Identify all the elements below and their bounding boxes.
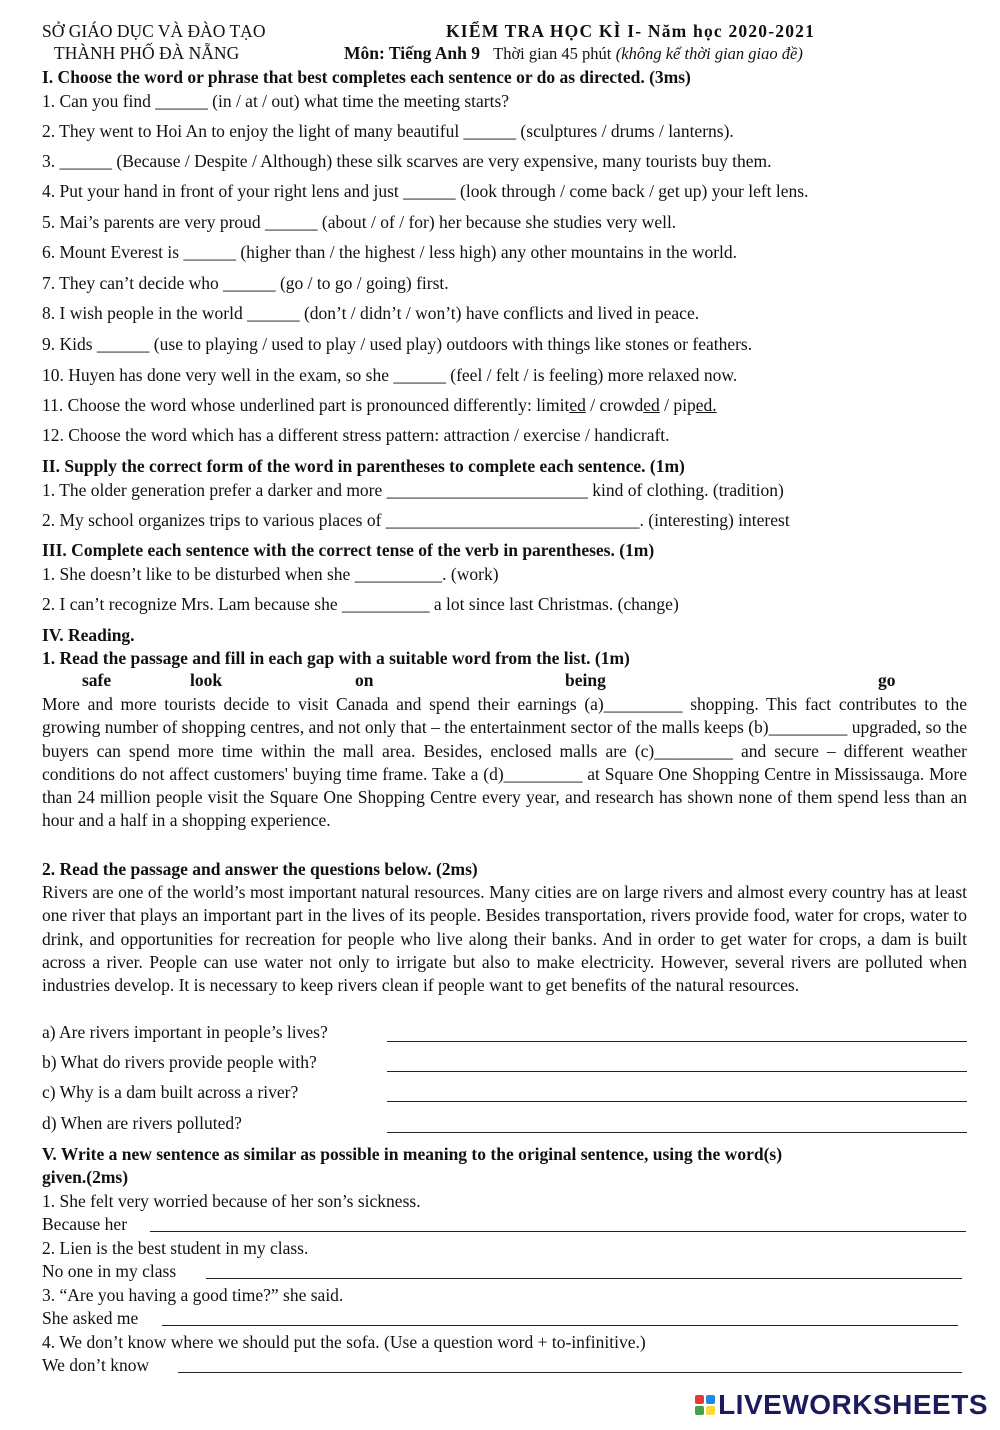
rewrite-original-2: 2. Lien is the best student in my class. [42,1238,309,1258]
word-list-item: safe [82,670,112,690]
reading-question-b: b) What do rivers provide people with? [42,1052,317,1072]
answer-line-c[interactable] [387,1101,967,1102]
department-name: SỞ GIÁO DỤC VÀ ĐÀO TẠO [42,21,266,41]
section-1-heading: I. Choose the word or phrase that best completes each sentence or do as directed. (3ms) [42,67,691,87]
rewrite-start-4: We don’t know [42,1355,150,1375]
reading-1-heading: 1. Read the passage and fill in each gap with a suitable word from the list. (1m) [42,648,630,668]
exam-info [344,42,803,65]
question-1-11: 11. Choose the word whose underlined part is pronounced differently: limited / crowded / piped. [42,395,717,415]
rewrite-start-2: No one in my class [42,1261,177,1281]
answer-line-d[interactable] [387,1132,967,1133]
logo-square-green [695,1406,704,1415]
exam-title: KIỂM TRA HỌC KÌ I- Năm học 2020-2021 [446,21,816,41]
logo-square-red [695,1395,704,1404]
answer-line-b[interactable] [387,1071,967,1072]
rewrite-answer-line-1[interactable] [150,1231,966,1232]
question-1-1: 1. Can you find ______ (in / at / out) what time the meeting starts? [42,91,510,111]
logo-text: LIVEWORKSHEETS [718,1389,988,1420]
question-1-7: 7. They can’t decide who ______ (go / to go / going) first. [42,273,449,293]
logo-icon [695,1395,715,1415]
question-3-2: 2. I can’t recognize Mrs. Lam because she __________ a lot since last Christmas. (change) [42,594,679,614]
question-1-5: 5. Mai’s parents are very proud ______ (about / of / for) her because she studies very well. [42,212,677,232]
question-1-12: 12. Choose the word which has a different stress pattern: attraction / exercise / handicraft. [42,425,670,445]
question-1-10: 10. Huyen has done very well in the exam, so she ______ (feel / felt / is feeling) more relaxed now. [42,365,738,385]
logo-square-yellow [706,1406,715,1415]
rewrite-answer-line-3[interactable] [162,1325,958,1326]
section-4-heading: IV. Reading. [42,625,135,645]
rewrite-start-1: Because her [42,1214,128,1234]
word-list-item: being [565,670,606,690]
section-5-heading: V. Write a new sentence as similar as possible in meaning to the original sentence, using the word(s) [42,1144,783,1164]
question-1-6: 6. Mount Everest is ______ (higher than / the highest / less high) any other mountains in the world. [42,242,738,262]
reading-question-c: c) Why is a dam built across a river? [42,1082,299,1102]
question-3-1: 1. She doesn’t like to be disturbed when she __________. (work) [42,564,499,584]
reading-question-a: a) Are rivers important in people’s lives? [42,1022,328,1042]
reading-2-heading: 2. Read the passage and answer the questions below. (2ms) [42,859,478,879]
question-1-3: 3. ______ (Because / Despite / Although) these silk scarves are very expensive, many tourists buy them. [42,151,772,171]
rewrite-start-3: She asked me [42,1308,139,1328]
question-2-1: 1. The older generation prefer a darker and more _______________________ kind of clothing. (tradition) [42,480,784,500]
question-1-8: 8. I wish people in the world ______ (don’t / didn’t / won’t) have conflicts and lived in peace. [42,303,700,323]
word-list-item: on [355,670,374,690]
liveworksheets-logo [695,1389,988,1421]
rewrite-original-3: 3. “Are you having a good time?” she said. [42,1285,344,1305]
logo-square-blue [706,1395,715,1404]
question-2-2: 2. My school organizes trips to various places of _____________________________. (interesting) interest [42,510,790,530]
rewrite-answer-line-4[interactable] [178,1372,962,1373]
word-list-item: look [190,670,223,690]
reading-1-passage: More and more tourists decide to visit Canada and spend their earnings (a)_________ shopping. This fact contributes to the growing number of shopping centres, and not only that – the entertainment sector of the malls keeps (b)_________ upgraded, so the buyers can spend more time within the mall area. Besides, enclosed malls are (c)_________ and secure – different weather conditions do not affect customers' buying time frame. Take a (d)_________ at Square One Shopping Centre in Mississauga. More than 24 million people visit the Square One Shopping Centre every year, and research has shown none of them spend less than an hour and a half in a shopping experience. [42,694,967,831]
section-5-heading-cont: given.(2ms) [42,1167,129,1187]
reading-question-d: d) When are rivers polluted? [42,1113,242,1133]
section-2-heading: II. Supply the correct form of the word in parentheses to complete each sentence. (1m) [42,456,685,476]
question-1-4: 4. Put your hand in front of your right lens and just ______ (look through / come back / get up) your left lens. [42,181,809,201]
duration-note: (không kể thời gian giao đề) [615,44,803,63]
city-name: THÀNH PHỐ ĐÀ NẴNG [54,43,240,63]
subject: Môn: Tiếng Anh 9 [344,43,480,63]
word-list-item: go [878,670,896,690]
duration: Thời gian 45 phút [493,44,612,63]
question-1-2: 2. They went to Hoi An to enjoy the light of many beautiful ______ (sculptures / drums / lanterns). [42,121,734,141]
question-1-9: 9. Kids ______ (use to playing / used to play / used play) outdoors with things like stones or feathers. [42,334,753,354]
reading-2-passage: Rivers are one of the world’s most important natural resources. Many cities are on large rivers and almost every country has at least one river that plays an important part in the lives of its people. Besides transportation, rivers provide food, water for crops, water to drink, and opportunities for recreation for people who live along their banks. And in order to get water for crops, a dam is built across a river. People can use water not only to irrigate but also to make electricity. However, several rivers are polluted when industries develop. It is necessary to keep rivers clean if people want to get benefits of the natural resources. [42,882,967,996]
rewrite-answer-line-2[interactable] [206,1278,962,1279]
rewrite-original-1: 1. She felt very worried because of her son’s sickness. [42,1191,421,1211]
answer-line-a[interactable] [387,1041,967,1042]
rewrite-original-4: 4. We don’t know where we should put the sofa. (Use a question word + to-infinitive.) [42,1332,646,1352]
section-3-heading: III. Complete each sentence with the correct tense of the verb in parentheses. (1m) [42,540,655,560]
